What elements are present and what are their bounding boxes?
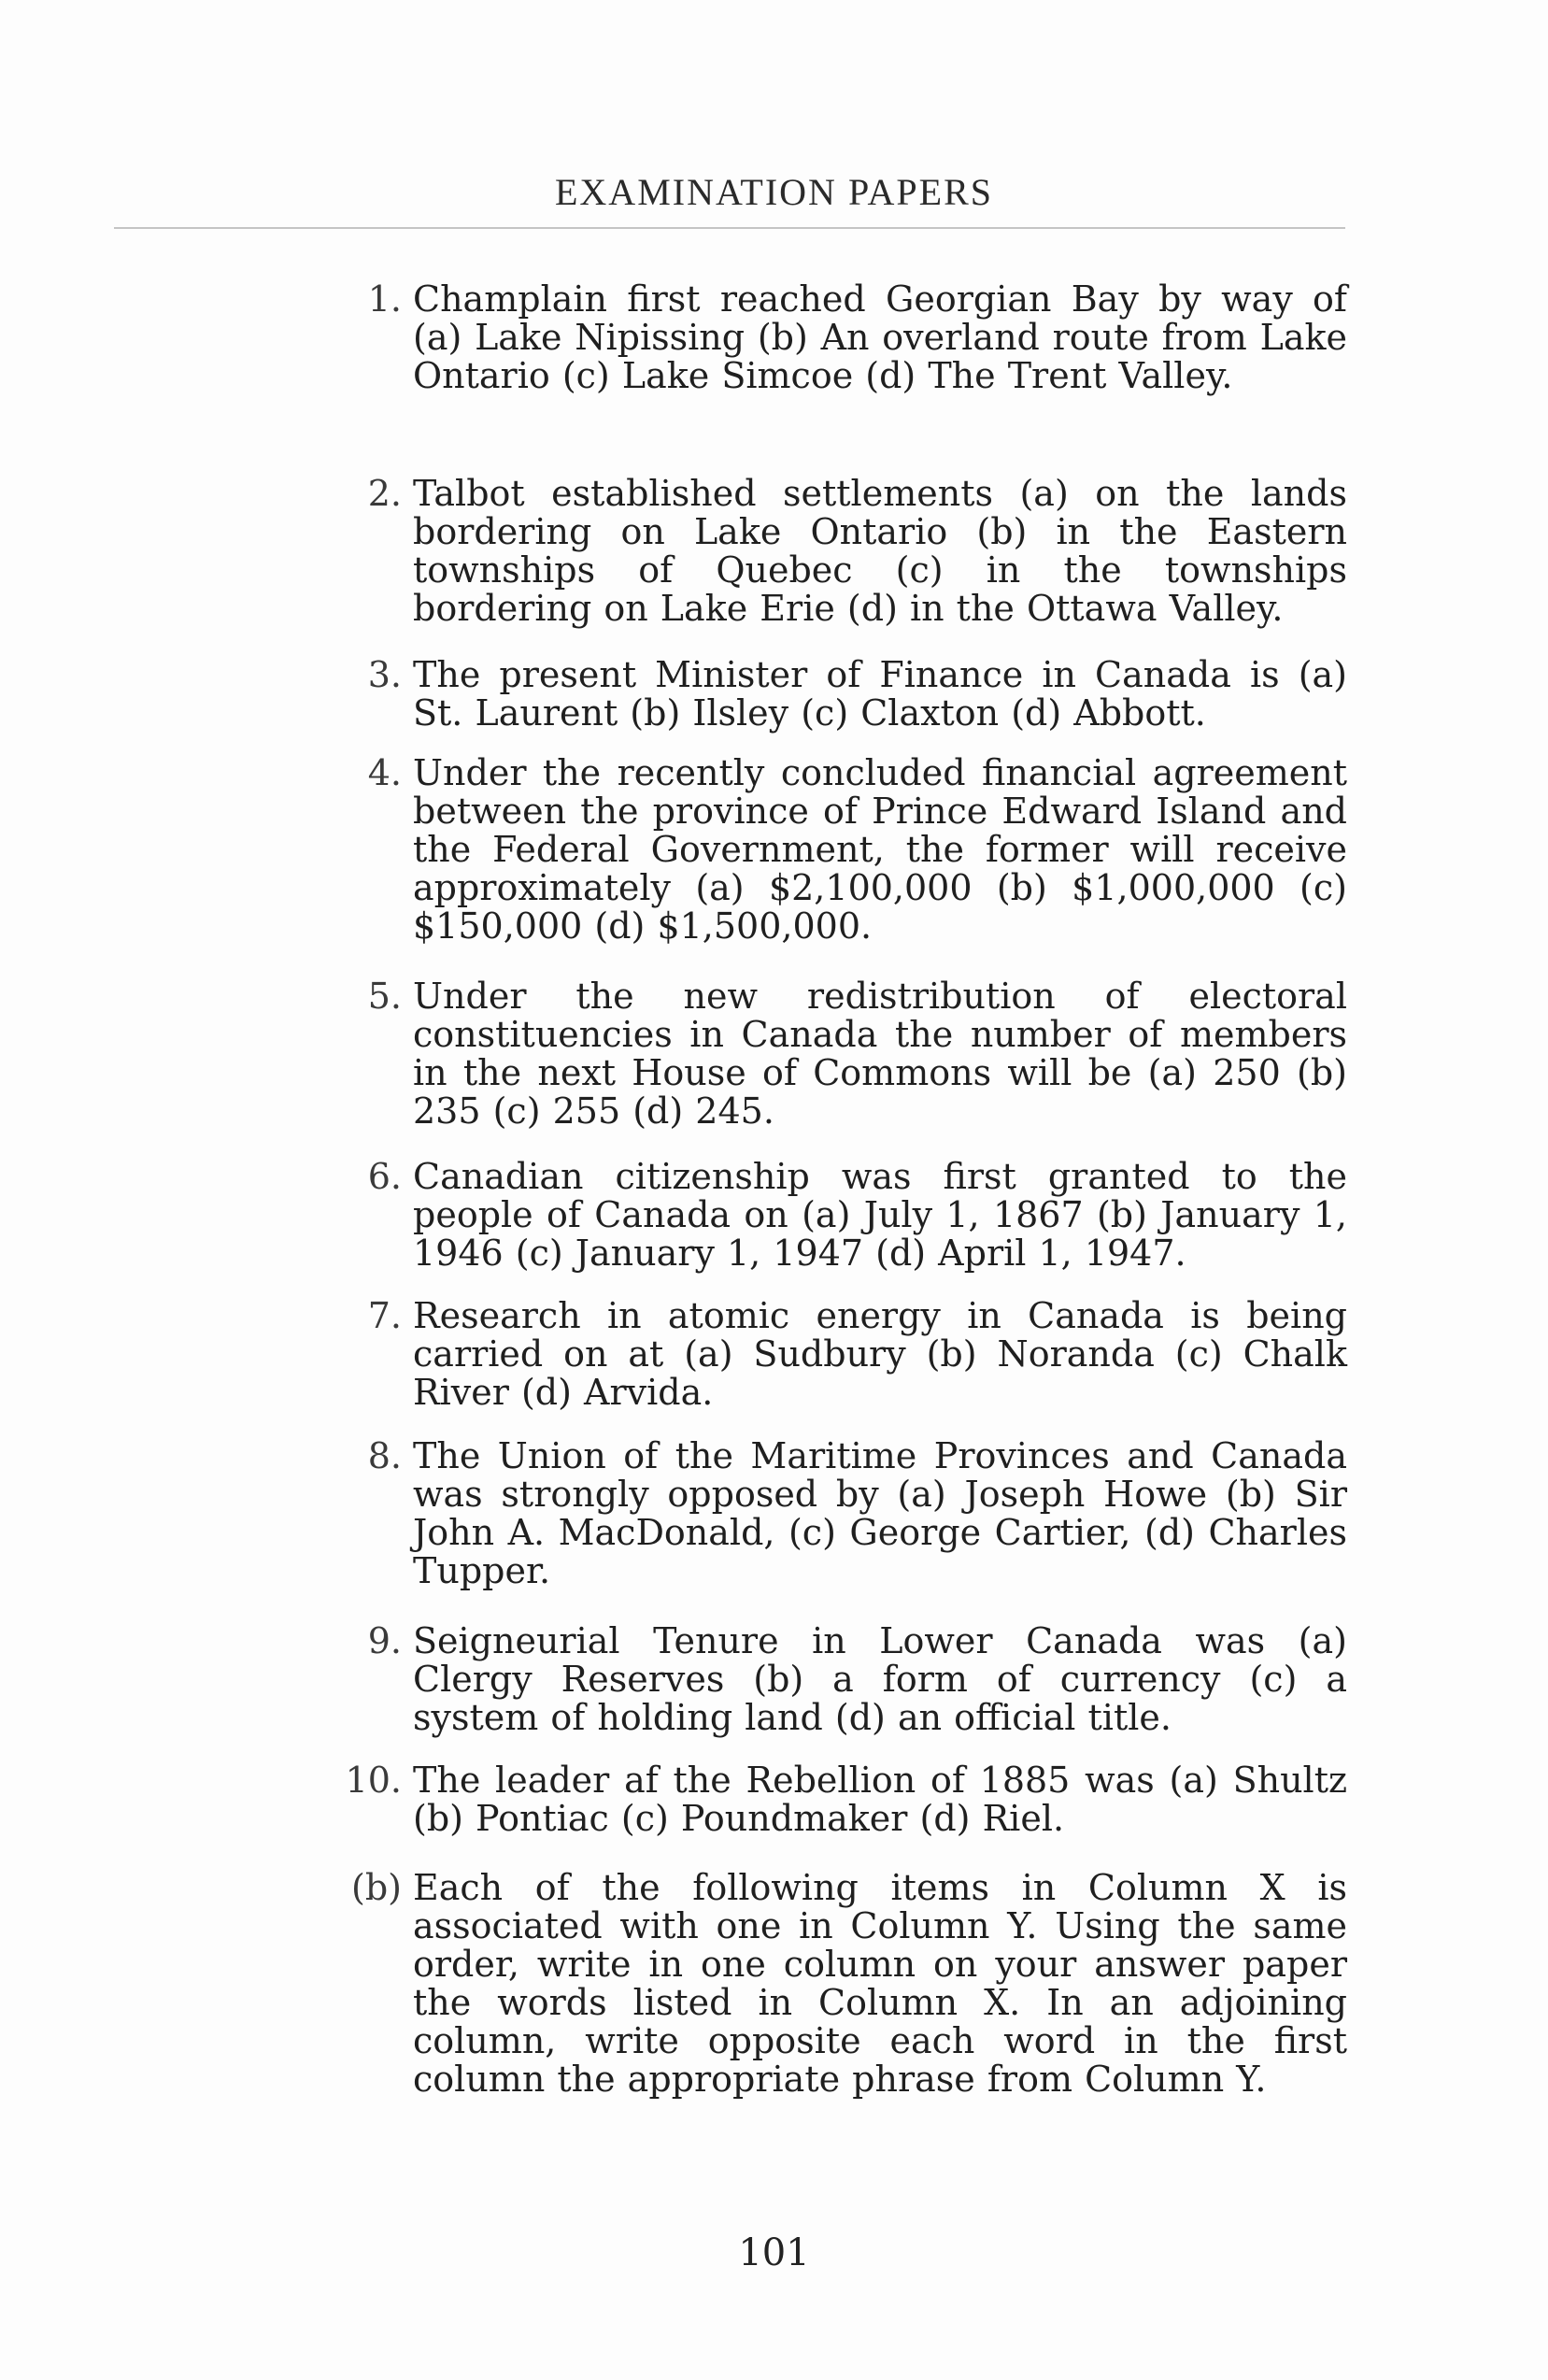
question-number: 4.: [367, 752, 402, 793]
question-number: 7.: [367, 1295, 402, 1336]
question-number: 8.: [367, 1435, 402, 1476]
question-number: 5.: [367, 976, 402, 1017]
question-number: 2.: [367, 473, 402, 514]
question-text: Champlain first reached Georgian Bay by way of (a) Lake Nipissing (b) An overland route from Lake Ontario (c) Lake Simcoe (d) The Trent Valley.: [413, 278, 1347, 396]
question-number: 10.: [345, 1760, 402, 1801]
header-rule: [114, 227, 1345, 229]
question-text: Under the recently concluded financial agreement between the province of Prince Edward Island and the Federal Government, the former will receive approximately (a) $2,100,000 (b) $1,000,000 (c) $150,000 (d) $1,500,000.: [413, 752, 1347, 947]
question-text: The Union of the Maritime Provinces and Canada was strongly opposed by (a) Joseph Howe (b) Sir John A. MacDonald, (c) George Cartier, (d) Charles Tupper.: [413, 1435, 1347, 1591]
page-number: 101: [738, 2231, 810, 2274]
question-number: 1.: [367, 278, 402, 320]
question-number: (b): [351, 1867, 402, 1908]
question-number: 3.: [367, 654, 402, 695]
question-text: Under the new redistribution of electoral constituencies in Canada the number of members in the next House of Commons will be (a) 250 (b) 235 (c) 255 (d) 245.: [413, 976, 1347, 1132]
page-header: EXAMINATION PAPERS: [554, 171, 994, 213]
question-text: Each of the following items in Column X is associated with one in Column Y. Using the same order, write in one column on your answer paper the words listed in Column X. In an adjoining column, write opposite each word in the first column the appropriate phrase from Column Y.: [413, 1867, 1347, 2100]
question-text: The leader af the Rebellion of 1885 was (a) Shultz (b) Pontiac (c) Poundmaker (d) Riel.: [413, 1760, 1347, 1839]
question-text: Talbot established settlements (a) on the lands bordering on Lake Ontario (b) in the Eastern townships of Quebec (c) in the townships bordering on Lake Erie (d) in the Ottawa Valley.: [413, 473, 1347, 629]
question-number: 9.: [367, 1620, 402, 1661]
question-text: The present Minister of Finance in Canada is (a) St. Laurent (b) Ilsley (c) Claxton (d) Abbott.: [413, 654, 1347, 734]
question-text: Canadian citizenship was first granted to the people of Canada on (a) July 1, 1867 (b) January 1, 1946 (c) January 1, 1947 (d) April 1, 1947.: [413, 1156, 1347, 1274]
question-text: Seigneurial Tenure in Lower Canada was (a) Clergy Reserves (b) a form of currency (c) a system of holding land (d) an official title.: [413, 1620, 1347, 1738]
question-number: 6.: [367, 1156, 402, 1197]
question-text: Research in atomic energy in Canada is being carried on at (a) Sudbury (b) Noranda (c) Chalk River (d) Arvida.: [413, 1295, 1347, 1413]
